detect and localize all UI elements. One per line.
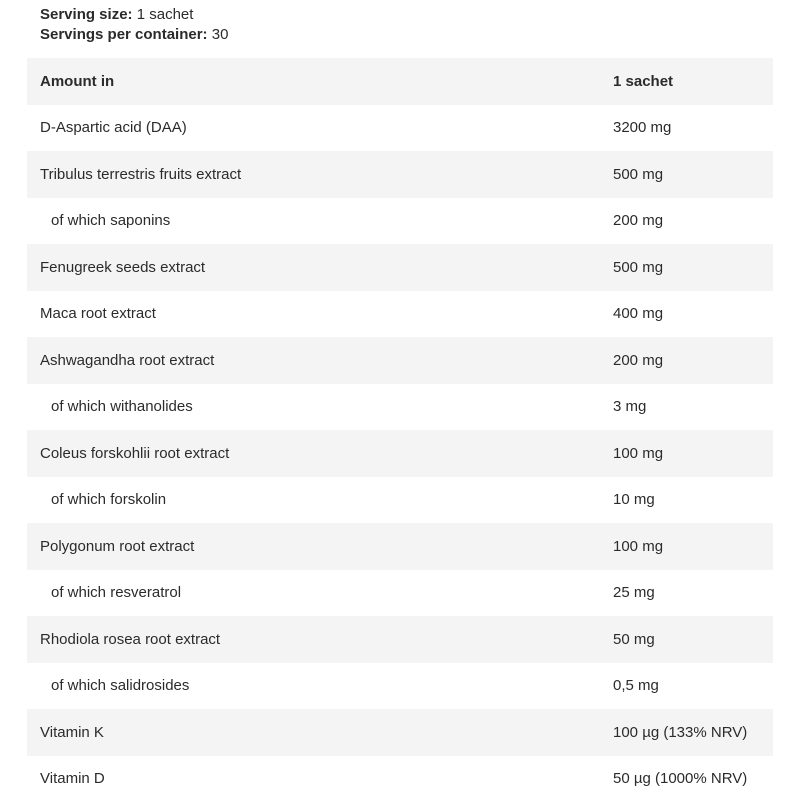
ingredient-amount: 10 mg <box>613 491 655 509</box>
table-row <box>27 337 773 384</box>
table-row <box>27 430 773 477</box>
ingredient-amount: 0,5 mg <box>613 677 659 695</box>
ingredient-name: D-Aspartic acid (DAA) <box>40 119 187 137</box>
ingredient-name: of which forskolin <box>51 491 167 509</box>
table-header-row <box>27 58 773 105</box>
ingredient-amount: 50 µg (1000% NRV) <box>613 770 748 788</box>
ingredient-amount: 100 mg <box>613 444 664 462</box>
table-row <box>27 244 773 291</box>
serving-size-label: Serving size: <box>40 6 133 23</box>
table-row <box>27 105 773 152</box>
ingredient-amount: 50 mg <box>613 630 655 648</box>
table-row <box>27 709 773 756</box>
header-amount-in: Amount in <box>40 72 115 90</box>
ingredient-amount: 200 mg <box>613 351 664 369</box>
serving-info <box>40 5 228 45</box>
ingredient-name: Tribulus terrestris fruits extract <box>40 165 242 183</box>
ingredient-name: Maca root extract <box>40 305 156 323</box>
ingredient-amount: 400 mg <box>613 305 664 323</box>
table-row <box>27 151 773 198</box>
serving-size <box>40 5 228 25</box>
ingredient-name: of which saponins <box>51 212 171 230</box>
ingredient-amount: 200 mg <box>613 212 664 230</box>
table-row <box>27 523 773 570</box>
table-row <box>27 198 773 245</box>
ingredient-name: Vitamin D <box>40 770 105 788</box>
ingredient-name: Fenugreek seeds extract <box>40 258 206 276</box>
ingredient-name: of which salidrosides <box>51 677 190 695</box>
servings-per-container-value: 30 <box>207 26 229 43</box>
header-per-sachet: 1 sachet <box>613 72 674 90</box>
ingredient-amount: 3200 mg <box>613 119 672 137</box>
table-row <box>27 291 773 338</box>
table-row <box>27 477 773 524</box>
table-row <box>27 616 773 663</box>
ingredient-amount: 500 mg <box>613 165 664 183</box>
table-row <box>27 756 773 800</box>
ingredient-name: Polygonum root extract <box>40 537 195 555</box>
nutrition-table <box>27 58 773 800</box>
ingredient-name: Rhodiola rosea root extract <box>40 630 221 648</box>
ingredient-name: Coleus forskohlii root extract <box>40 444 230 462</box>
ingredient-amount: 3 mg <box>613 398 647 416</box>
ingredient-amount: 100 mg <box>613 537 664 555</box>
ingredient-amount: 500 mg <box>613 258 664 276</box>
ingredient-amount: 25 mg <box>613 584 655 602</box>
ingredient-name: Vitamin K <box>40 723 104 741</box>
ingredient-name: Ashwagandha root extract <box>40 351 215 369</box>
servings-per-container-label: Servings per container: <box>40 26 208 43</box>
ingredient-name: of which resveratrol <box>51 584 182 602</box>
ingredient-name: of which withanolides <box>51 398 193 416</box>
servings-per-container <box>40 25 228 45</box>
serving-size-value: 1 sachet <box>132 6 194 23</box>
table-row <box>27 384 773 431</box>
ingredient-amount: 100 µg (133% NRV) <box>613 723 748 741</box>
table-row <box>27 663 773 710</box>
table-row <box>27 570 773 617</box>
